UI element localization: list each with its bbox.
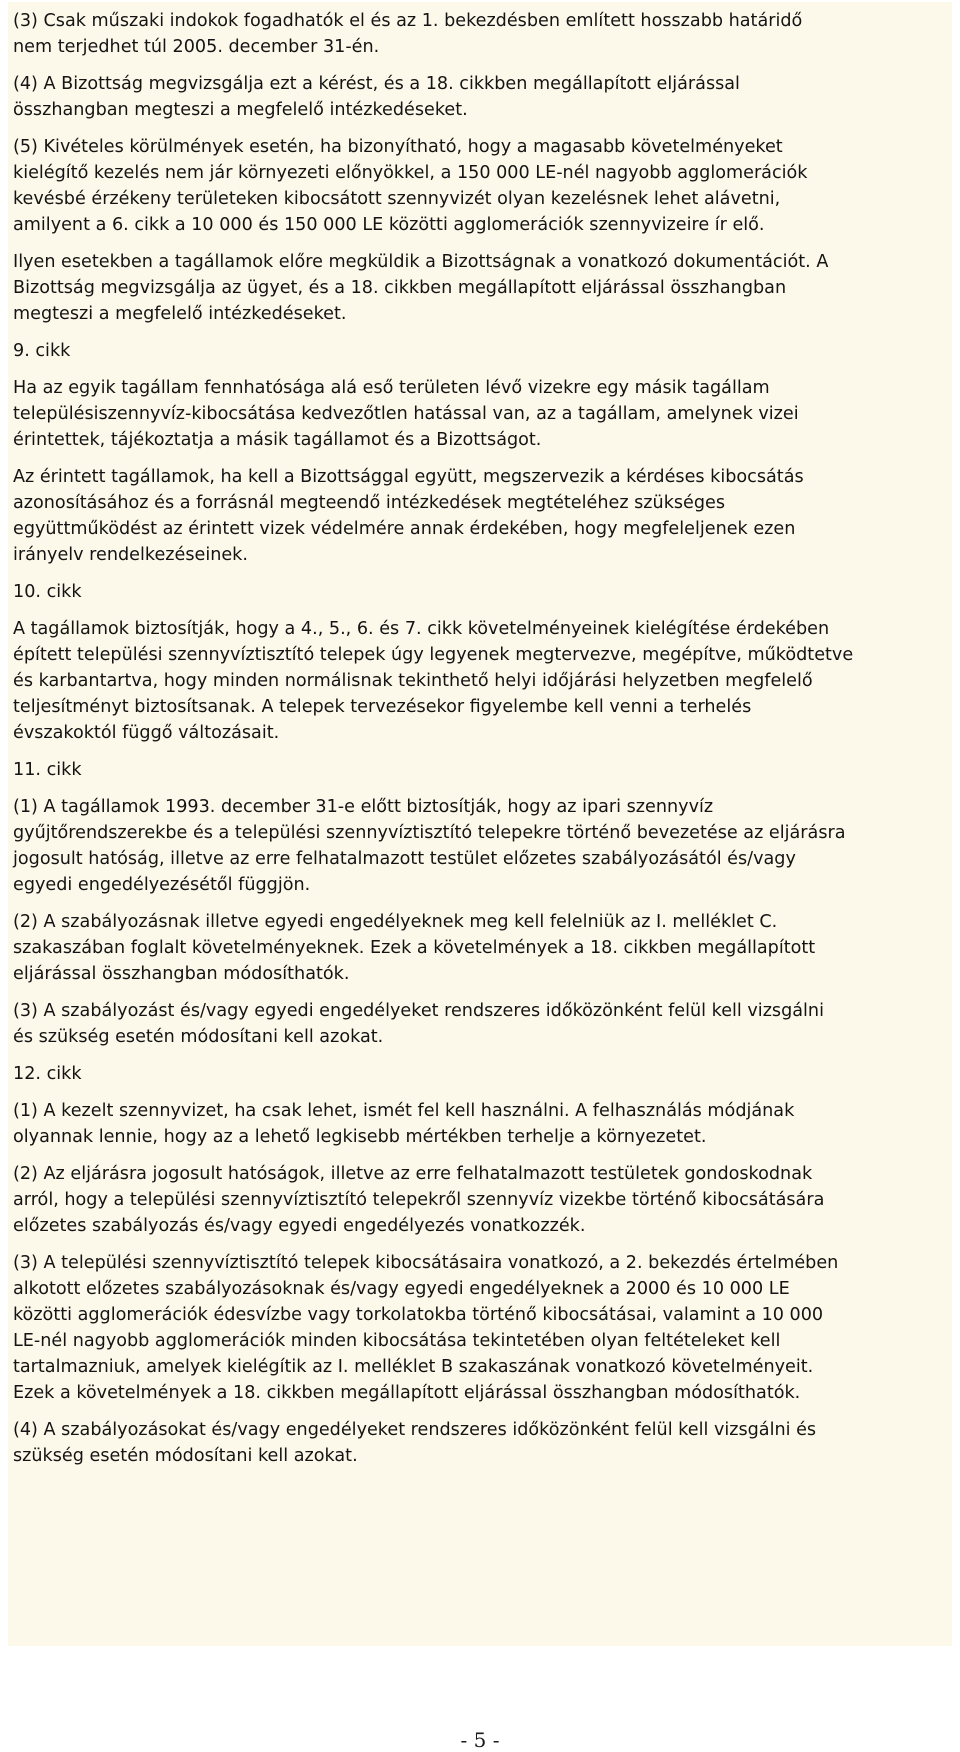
text-line: kielégítő kezelés nem jár környezeti előnyökkel, a 150 000 LE-nél nagyobb agglomerációk (13, 163, 808, 183)
article-heading (13, 338, 948, 364)
text-line: jogosult hatóság, illetve az erre felhatalmazott testület előzetes szabályozásától és/vagy (13, 849, 796, 869)
text-line: (3) A települési szennyvíztisztító telepek kibocsátásaira vonatkozó, a 2. bekezdés értelmében (13, 1253, 839, 1273)
text-line: gyűjtőrendszerekbe és a települési szennyvíztisztító telepekre történő bevezetése az eljárásra (13, 823, 846, 843)
document-body (8, 2, 952, 1646)
paragraph (13, 134, 948, 238)
paragraph (13, 464, 948, 568)
text-line: (5) Kivételes körülmények esetén, ha bizonyítható, hogy a magasabb követelményeket (13, 137, 783, 157)
text-line: A tagállamok biztosítják, hogy a 4., 5., 6. és 7. cikk követelményeinek kielégítése érdekében (13, 619, 830, 639)
text-line: (1) A kezelt szennyvizet, ha csak lehet, ismét fel kell használni. A felhasználás módjának (13, 1101, 795, 1121)
paragraph (13, 8, 948, 60)
text-line: (3) A szabályozást és/vagy egyedi engedélyeket rendszeres időközönként felül kell vizsgálni (13, 1001, 824, 1021)
text-line: alkotott előzetes szabályozásoknak és/vagy egyedi engedélyeknek a 2000 és 10 000 LE (13, 1279, 790, 1299)
text-line: Bizottság megvizsgálja az ügyet, és a 18. cikkben megállapított eljárással összhangban (13, 278, 787, 298)
paragraph (13, 375, 948, 453)
text-line: és szükség esetén módosítani kell azokat. (13, 1027, 384, 1047)
paragraph (13, 1098, 948, 1150)
text-line: amilyent a 6. cikk a 10 000 és 150 000 LE közötti agglomerációk szennyvizeire ír elő. (13, 215, 765, 235)
text-line: évszakoktól függő változásait. (13, 723, 280, 743)
text-line: 11. cikk (13, 760, 82, 780)
paragraph (13, 909, 948, 987)
text-line: eljárással összhangban módosíthatók. (13, 964, 350, 984)
paragraph (13, 71, 948, 123)
text-line: Ezek a követelmények a 18. cikkben megállapított eljárással összhangban módosíthatók. (13, 1383, 801, 1403)
text-line: közötti agglomerációk édesvízbe vagy torkolatokba történő kibocsátásai, valamint a 10 000 (13, 1305, 824, 1325)
text-line: településiszennyvíz-kibocsátása kedvezőtlen hatással van, az a tagállam, amelynek vizei (13, 404, 799, 424)
text-line: kevésbé érzékeny területeken kibocsátott szennyvizét olyan kezelésnek lehet alávetni, (13, 189, 781, 209)
text-line: olyannak lennie, hogy az a lehető legkisebb mértékben terhelje a környezetet. (13, 1127, 707, 1147)
text-line: azonosításához és a forrásnál megteendő intézkedések megtételéhez szükséges (13, 493, 726, 513)
article-heading (13, 1061, 948, 1087)
text-line: megteszi a megfelelő intézkedéseket. (13, 304, 347, 324)
text-line: 10. cikk (13, 582, 82, 602)
text-line: szakaszában foglalt követelményeknek. Ezek a követelmények a 18. cikkben megállapított (13, 938, 816, 958)
text-line: épített települési szennyvíztisztító telepek úgy legyenek megtervezve, megépítve, működtetve (13, 645, 854, 665)
text-line: (2) Az eljárásra jogosult hatóságok, illetve az erre felhatalmazott testületek gondoskodnak (13, 1164, 813, 1184)
article-heading (13, 757, 948, 783)
text-line: összhangban megteszi a megfelelő intézkedéseket. (13, 100, 468, 120)
paragraph (13, 1250, 948, 1406)
text-line: arról, hogy a települési szennyvíztisztító telepekről szennyvíz vizekbe történő kibocsátására (13, 1190, 825, 1210)
text-line: és karbantartva, hogy minden normálisnak tekinthető helyi időjárási helyzetben megfelelő (13, 671, 813, 691)
text-line: nem terjedhet túl 2005. december 31-én. (13, 37, 380, 57)
text-line: irányelv rendelkezéseinek. (13, 545, 248, 565)
paragraph (13, 616, 948, 746)
text-line: szükség esetén módosítani kell azokat. (13, 1446, 358, 1466)
paragraph (13, 794, 948, 898)
text-line: érintettek, tájékoztatja a másik tagállamot és a Bizottságot. (13, 430, 542, 450)
article-heading (13, 579, 948, 605)
paragraph (13, 998, 948, 1050)
paragraph (13, 1417, 948, 1469)
text-line: Az érintett tagállamok, ha kell a Bizottsággal együtt, megszervezik a kérdéses kibocsátás (13, 467, 804, 487)
text-line: 12. cikk (13, 1064, 82, 1084)
text-line: (4) A Bizottság megvizsgálja ezt a kérést, és a 18. cikkben megállapított eljárással (13, 74, 740, 94)
text-line: Ha az egyik tagállam fennhatósága alá eső területen lévő vizekre egy másik tagállam (13, 378, 770, 398)
paragraph (13, 249, 948, 327)
text-line: tartalmazniuk, amelyek kielégítik az I. melléklet B szakaszának vonatkozó követelményeit. (13, 1357, 814, 1377)
text-line: együttműködést az érintett vizek védelmére annak érdekében, hogy megfeleljenek ezen (13, 519, 796, 539)
text-line: teljesítményt biztosítsanak. A telepek tervezésekor figyelembe kell venni a terhelés (13, 697, 752, 717)
text-line: 9. cikk (13, 341, 71, 361)
text-line: (4) A szabályozásokat és/vagy engedélyeket rendszeres időközönként felül kell vizsgálni és (13, 1420, 817, 1440)
paragraph (13, 1161, 948, 1239)
text-line: (1) A tagállamok 1993. december 31-e előtt biztosítják, hogy az ipari szennyvíz (13, 797, 714, 817)
text-line: LE-nél nagyobb agglomerációk minden kibocsátása tekintetében olyan feltételeket kell (13, 1331, 781, 1351)
text-line: (3) Csak műszaki indokok fogadhatók el és az 1. bekezdésben említett hosszabb határidő (13, 11, 803, 31)
page-number: - 5 - (460, 1728, 500, 1752)
text-line: Ilyen esetekben a tagállamok előre megküldik a Bizottságnak a vonatkozó dokumentációt. A (13, 252, 829, 272)
text-line: egyedi engedélyezésétől függjön. (13, 875, 311, 895)
text-line: (2) A szabályozásnak illetve egyedi engedélyeknek meg kell felelniük az I. melléklet C. (13, 912, 778, 932)
text-line: előzetes szabályozás és/vagy egyedi engedélyezés vonatkozzék. (13, 1216, 586, 1236)
